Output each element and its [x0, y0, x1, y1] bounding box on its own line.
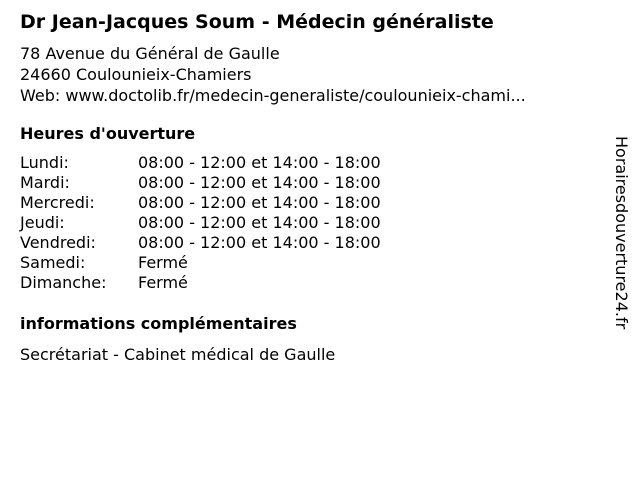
site-brand-watermark: Horairesdouverture24.fr: [612, 136, 631, 330]
hours-value: 08:00 - 12:00 et 14:00 - 18:00: [138, 213, 381, 232]
day-label: Mercredi:: [20, 193, 95, 212]
day-label: Dimanche:: [20, 273, 107, 292]
additional-info-heading: informations complémentaires: [20, 314, 297, 333]
opening-hours-heading: Heures d'ouverture: [20, 124, 196, 143]
hours-row-wednesday: [20, 193, 381, 213]
day-label: Vendredi:: [20, 233, 96, 252]
address-city: 24660 Coulounieix-Chamiers: [20, 65, 252, 84]
hours-row-sunday: [20, 273, 381, 293]
address-block: [20, 43, 526, 106]
day-label: Samedi:: [20, 253, 86, 272]
hours-row-friday: [20, 233, 381, 253]
hours-value: 08:00 - 12:00 et 14:00 - 18:00: [138, 233, 381, 252]
day-label: Mardi:: [20, 173, 70, 192]
hours-value: 08:00 - 12:00 et 14:00 - 18:00: [138, 153, 381, 172]
hours-value: 08:00 - 12:00 et 14:00 - 18:00: [138, 193, 381, 212]
address-street: 78 Avenue du Général de Gaulle: [20, 44, 280, 63]
hours-row-thursday: [20, 213, 381, 233]
additional-info-text: Secrétariat - Cabinet médical de Gaulle: [20, 345, 336, 364]
website-link[interactable]: Web: www.doctolib.fr/medecin-generaliste/coulounieix-chami...: [20, 86, 526, 105]
hours-row-monday: [20, 153, 381, 173]
opening-hours-list: [20, 153, 381, 293]
hours-row-tuesday: [20, 173, 381, 193]
day-label: Jeudi:: [20, 213, 65, 232]
hours-value: Fermé: [138, 253, 188, 272]
page-title: Dr Jean-Jacques Soum - Médecin généraliste: [20, 11, 494, 33]
day-label: Lundi:: [20, 153, 69, 172]
hours-value: Fermé: [138, 273, 188, 292]
hours-value: 08:00 - 12:00 et 14:00 - 18:00: [138, 173, 381, 192]
hours-row-saturday: [20, 253, 381, 273]
